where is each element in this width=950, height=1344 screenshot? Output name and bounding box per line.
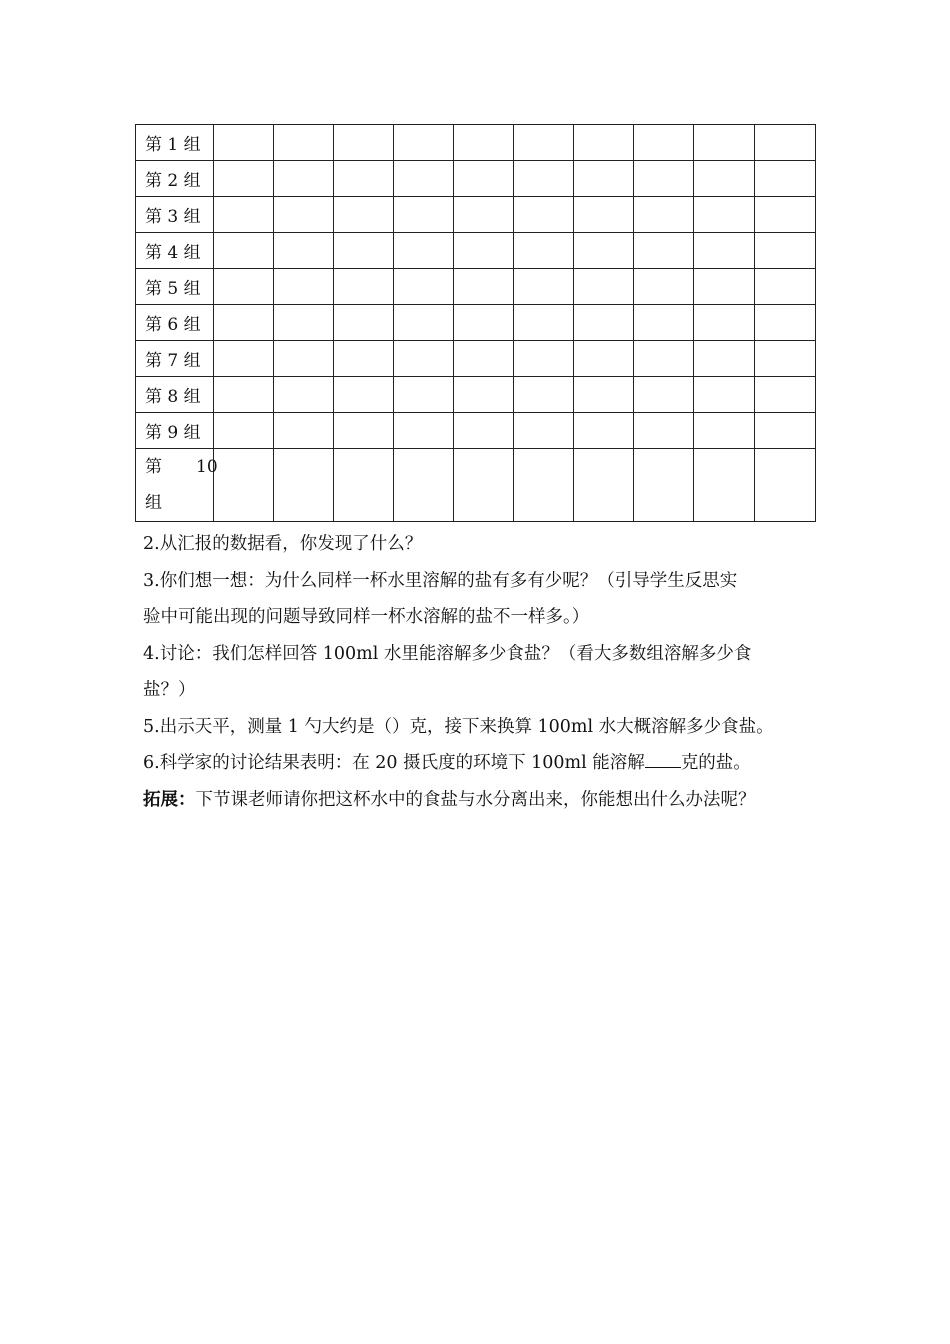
data-cell[interactable] [755,341,816,377]
question-4-line-2: 盐？） [143,680,196,700]
extension-task [143,782,823,819]
data-cell[interactable] [514,377,574,413]
data-cell[interactable] [755,233,816,269]
data-cell[interactable] [334,161,394,197]
data-cell[interactable] [394,341,454,377]
question-3-line-2: 验中可能出现的问题导致同样一杯水溶解的盐不一样多。） [143,607,590,627]
table-row [136,233,816,269]
data-cell[interactable] [755,269,816,305]
data-cell[interactable] [214,305,274,341]
data-cell[interactable] [755,305,816,341]
data-cell[interactable] [394,125,454,161]
data-cell[interactable] [214,413,274,449]
data-cell[interactable] [574,161,634,197]
table-row [136,449,816,522]
data-cell[interactable] [634,377,694,413]
data-cell[interactable] [274,413,334,449]
data-cell[interactable] [274,197,334,233]
data-cell[interactable] [514,125,574,161]
data-cell[interactable] [694,161,755,197]
data-cell[interactable] [755,161,816,197]
table-row [136,269,816,305]
data-cell[interactable] [694,305,755,341]
data-cell[interactable] [394,449,454,522]
data-cell[interactable] [214,449,274,522]
data-cell[interactable] [334,269,394,305]
data-cell[interactable] [454,125,514,161]
data-cell[interactable] [514,341,574,377]
data-cell[interactable] [394,161,454,197]
data-cell[interactable] [274,233,334,269]
group-label: 第 3 组 [136,197,214,233]
table-row [136,377,816,413]
data-cell[interactable] [634,233,694,269]
data-cell[interactable] [334,125,394,161]
data-cell[interactable] [574,413,634,449]
data-cell[interactable] [574,197,634,233]
group-label: 第 1 组 [136,125,214,161]
group-label: 第 8 组 [136,377,214,413]
data-cell[interactable] [634,305,694,341]
data-cell[interactable] [634,269,694,305]
data-cell[interactable] [454,341,514,377]
data-cell[interactable] [334,305,394,341]
data-cell[interactable] [574,449,634,522]
data-cell[interactable] [454,413,514,449]
data-cell[interactable] [514,449,574,522]
data-cell[interactable] [454,197,514,233]
question-6-suffix: 克的盐。 [680,753,751,773]
data-cell[interactable] [454,233,514,269]
data-cell[interactable] [334,341,394,377]
extension-label: 拓展： [143,789,196,810]
data-cell[interactable] [634,413,694,449]
question-6 [143,745,823,782]
data-cell[interactable] [694,197,755,233]
data-cell[interactable] [514,305,574,341]
data-cell[interactable] [454,377,514,413]
question-4-line-1: 4.讨论：我们怎样回答 100ml 水里能溶解多少食盐？（看大多数组溶解多少食 [143,643,752,664]
group-label: 第 7 组 [136,341,214,377]
data-cell[interactable] [274,341,334,377]
table-row [136,197,816,233]
data-cell[interactable] [274,377,334,413]
data-cell[interactable] [755,125,816,161]
data-cell[interactable] [634,449,694,522]
data-cell[interactable] [694,449,755,522]
table-row [136,125,816,161]
data-cell[interactable] [334,197,394,233]
data-cell[interactable] [514,197,574,233]
data-cell[interactable] [574,269,634,305]
data-cell[interactable] [755,197,816,233]
data-cell[interactable] [454,449,514,522]
data-cell[interactable] [574,341,634,377]
data-cell[interactable] [755,377,816,413]
group-label: 第 6 组 [136,305,214,341]
data-cell[interactable] [214,269,274,305]
data-cell[interactable] [394,377,454,413]
data-cell[interactable] [634,161,694,197]
data-cell[interactable] [634,125,694,161]
data-cell[interactable] [214,161,274,197]
data-cell[interactable] [274,449,334,522]
group-label: 第 9 组 [136,413,214,449]
question-3-line-1: 3.你们想一想：为什么同样一杯水里溶解的盐有多有少呢？（引导学生反思实 [143,570,738,591]
data-cell[interactable] [574,233,634,269]
data-cell[interactable] [514,413,574,449]
data-cell[interactable] [394,305,454,341]
data-cell[interactable] [514,269,574,305]
data-cell[interactable] [274,125,334,161]
data-cell[interactable] [274,305,334,341]
data-cell[interactable] [514,233,574,269]
data-cell[interactable] [334,413,394,449]
data-cell[interactable] [334,449,394,522]
data-cell[interactable] [454,161,514,197]
data-cell[interactable] [214,341,274,377]
data-cell[interactable] [214,233,274,269]
group-label-10 [136,449,218,522]
group-label: 第 4 组 [136,233,214,269]
data-cell[interactable] [394,233,454,269]
data-cell[interactable] [394,269,454,305]
data-cell[interactable] [274,161,334,197]
data-cell[interactable] [634,197,694,233]
group-label-10-line-2: 组 [145,493,162,513]
table-row [136,305,816,341]
data-cell[interactable] [694,341,755,377]
data-cell[interactable] [454,305,514,341]
group-data-table [135,124,816,522]
data-cell[interactable] [214,377,274,413]
question-5: 5.出示天平，测量 1 勺大约是（）克，接下来换算 100ml 水大概溶解多少食盐。 [143,716,774,737]
data-cell[interactable] [694,233,755,269]
data-cell[interactable] [574,305,634,341]
group-label: 第 2 组 [136,161,214,197]
data-cell[interactable] [394,197,454,233]
question-2: 2.从汇报的数据看，你发现了什么？ [143,534,423,554]
question-list [143,526,823,818]
data-cell[interactable] [755,413,816,449]
question-6-text: 6.科学家的讨论结果表明：在 20 摄氏度的环境下 100ml 能溶解 [143,753,645,773]
group-label: 第 5 组 [136,269,214,305]
data-cell[interactable] [334,233,394,269]
data-cell[interactable] [574,125,634,161]
data-cell[interactable] [334,377,394,413]
data-cell[interactable] [394,413,454,449]
data-cell[interactable] [634,341,694,377]
group-label-10-line-1: 第 10 [145,457,218,477]
data-cell[interactable] [755,449,816,522]
data-cell[interactable] [214,125,274,161]
data-cell[interactable] [514,161,574,197]
data-cell[interactable] [454,269,514,305]
fill-in-blank[interactable] [645,749,681,768]
data-cell[interactable] [694,377,755,413]
data-cell[interactable] [694,269,755,305]
table-row [136,413,816,449]
table-row [136,161,816,197]
extension-text: 下节课老师请你把这杯水中的食盐与水分离出来，你能想出什么办法呢？ [195,789,756,810]
table-row [136,341,816,377]
data-cell[interactable] [694,125,755,161]
data-cell[interactable] [214,197,274,233]
data-cell[interactable] [274,269,334,305]
data-cell[interactable] [694,413,755,449]
data-cell[interactable] [574,377,634,413]
